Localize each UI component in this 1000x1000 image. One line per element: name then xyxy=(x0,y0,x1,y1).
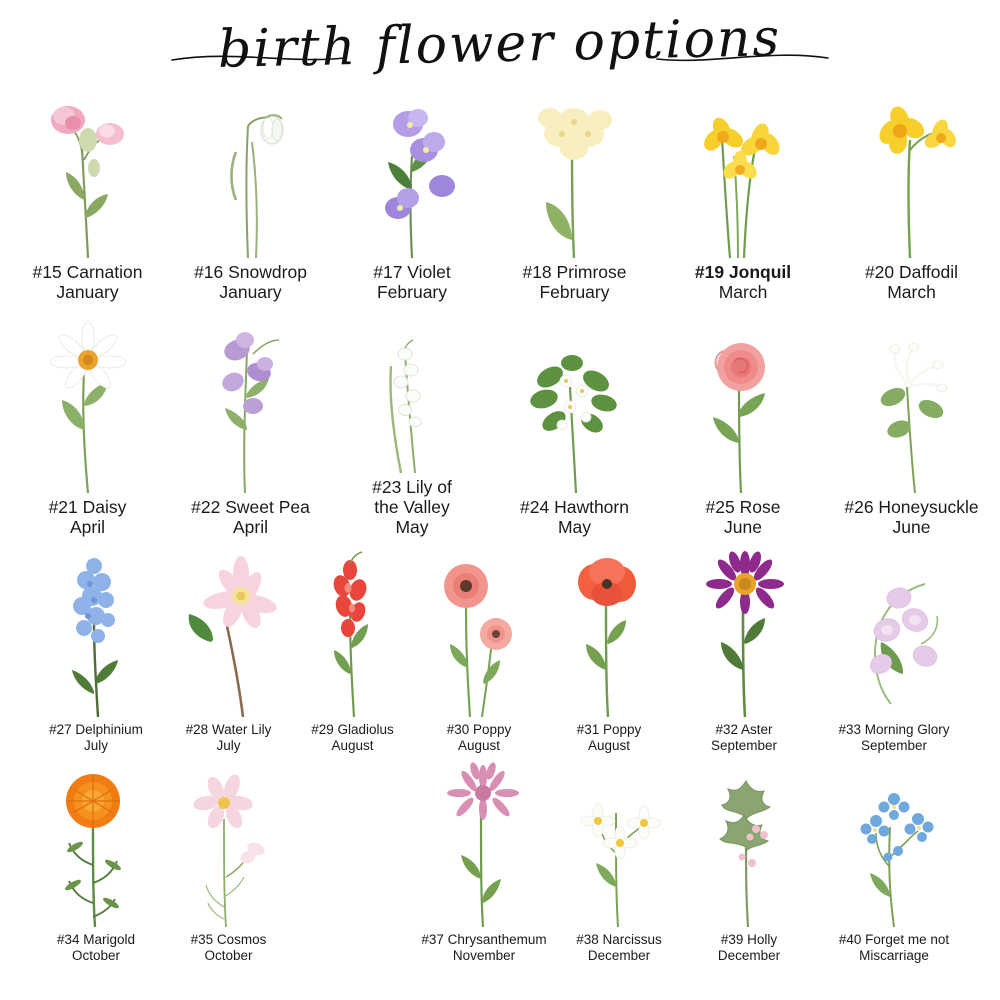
cosmos-icon xyxy=(166,757,291,929)
flower-caption xyxy=(421,932,546,963)
flower-caption xyxy=(865,263,958,303)
flower-row-4 xyxy=(4,753,996,963)
flower-cell-cosmos[interactable] xyxy=(166,757,291,963)
caption-line-2: August xyxy=(457,737,501,753)
caption-line-1: #28 Water Lily xyxy=(185,722,272,738)
caption-line-1: #21 Daisy xyxy=(48,497,127,518)
flower-caption xyxy=(711,722,777,753)
flower-cell-water-lily[interactable] xyxy=(166,544,291,753)
primrose-icon xyxy=(492,90,657,260)
flower-cell-sweet-pea[interactable] xyxy=(169,310,332,538)
caption-line-1: #22 Sweet Pea xyxy=(191,497,310,518)
flower-cell-hawthorn[interactable] xyxy=(492,325,657,538)
caption-line-1: #38 Narcissus xyxy=(576,932,662,948)
caption-line-2: March xyxy=(718,282,768,303)
flower-caption xyxy=(311,722,394,753)
caption-line-3: May xyxy=(395,517,429,538)
flower-row-2 xyxy=(4,303,996,538)
caption-line-1: #35 Cosmos xyxy=(190,932,267,948)
caption-line-2: February xyxy=(376,282,448,303)
flower-caption xyxy=(839,932,949,963)
honeysuckle-icon xyxy=(829,325,994,495)
caption-line-2: April xyxy=(69,517,105,538)
flower-cell-aster[interactable] xyxy=(674,544,814,753)
caption-line-1: #24 Hawthorn xyxy=(520,497,629,518)
caption-line-2: June xyxy=(724,517,762,538)
flower-caption xyxy=(576,932,662,963)
flower-cell-daisy[interactable] xyxy=(6,310,169,538)
caption-line-1: #16 Snowdrop xyxy=(194,262,307,283)
aster-icon xyxy=(674,544,814,719)
caption-line-1: #25 Rose xyxy=(705,497,781,518)
holly-icon xyxy=(684,757,814,929)
daisy-icon xyxy=(6,310,169,495)
flower-caption xyxy=(520,498,629,538)
page-title: birth flower options xyxy=(217,8,783,80)
caption-line-2: September xyxy=(860,737,928,753)
flower-cell-carnation[interactable] xyxy=(6,90,169,303)
flower-caption xyxy=(372,478,452,538)
flower-cell-poppy-pink[interactable] xyxy=(414,544,544,753)
flower-cell-lily-of-the-valley[interactable] xyxy=(332,310,492,538)
chrysanthemum-icon xyxy=(414,757,554,929)
forget-me-not-icon xyxy=(814,757,974,929)
flower-caption xyxy=(194,263,307,303)
flower-cell-rose[interactable] xyxy=(657,325,829,538)
caption-line-2: April xyxy=(232,517,268,538)
caption-line-1: #23 Lily of xyxy=(372,477,452,498)
caption-line-2: June xyxy=(892,517,931,538)
caption-line-2: October xyxy=(71,947,120,963)
caption-line-2: August xyxy=(587,737,631,753)
violet-icon xyxy=(332,90,492,260)
lily-of-the-valley-icon xyxy=(332,310,492,475)
narcissus-icon xyxy=(554,757,684,929)
flower-cell-gladiolus[interactable] xyxy=(291,544,414,753)
flower-cell-poppy-orange[interactable] xyxy=(544,544,674,753)
caption-line-1: #30 Poppy xyxy=(446,722,512,738)
hawthorn-icon xyxy=(492,325,657,495)
flower-caption xyxy=(191,498,310,538)
flower-caption xyxy=(191,932,267,963)
flower-cell-primrose[interactable] xyxy=(492,90,657,303)
caption-line-1: #26 Honeysuckle xyxy=(844,497,979,518)
caption-line-2: November xyxy=(452,947,516,963)
flower-cell-holly[interactable] xyxy=(684,757,814,963)
flower-cell-forget-me-not[interactable] xyxy=(814,757,974,963)
flower-cell-narcissus[interactable] xyxy=(554,757,684,963)
caption-line-1: #20 Daffodil xyxy=(864,262,959,283)
caption-line-2: January xyxy=(56,282,119,303)
caption-line-2: Miscarriage xyxy=(859,947,929,963)
caption-line-1: #19 Jonquil xyxy=(694,262,792,283)
caption-line-2: the Valley xyxy=(374,497,450,518)
flower-caption xyxy=(49,498,127,538)
flower-cell-chrysanthemum[interactable] xyxy=(414,757,554,963)
flower-row-1 xyxy=(4,88,996,303)
caption-line-1: #18 Primrose xyxy=(522,262,627,283)
snowdrop-icon xyxy=(169,90,332,260)
flower-row-3 xyxy=(4,538,996,753)
flower-caption xyxy=(718,932,780,963)
caption-line-2: March xyxy=(887,282,936,303)
jonquil-icon xyxy=(657,90,829,260)
caption-line-1: #40 Forget me not xyxy=(838,932,950,948)
caption-line-2: December xyxy=(587,947,651,963)
caption-line-1: #17 Violet xyxy=(373,262,451,283)
caption-line-2: February xyxy=(539,282,610,303)
gladiolus-icon xyxy=(291,544,414,719)
morning-glory-icon xyxy=(814,544,974,719)
flower-caption xyxy=(838,722,949,753)
caption-line-1: #15 Carnation xyxy=(32,262,143,283)
caption-line-1: #37 Chrysanthemum xyxy=(421,932,547,948)
flower-caption xyxy=(447,722,512,753)
caption-line-1: #39 Holly xyxy=(720,932,778,948)
carnation-icon xyxy=(6,90,169,260)
flower-caption xyxy=(57,932,135,963)
caption-line-2: December xyxy=(717,947,781,963)
caption-line-2: July xyxy=(216,737,241,753)
flower-caption xyxy=(33,263,143,303)
sweet-pea-icon xyxy=(169,310,332,495)
rose-icon xyxy=(657,325,829,495)
caption-line-1: #33 Morning Glory xyxy=(838,722,950,738)
flower-caption xyxy=(186,722,272,753)
caption-line-1: #29 Gladiolus xyxy=(311,722,394,738)
flower-caption xyxy=(49,722,143,753)
caption-line-1: #27 Delphinium xyxy=(49,722,143,738)
flower-cell-violet[interactable] xyxy=(332,90,492,303)
flower-cell-daffodil[interactable] xyxy=(829,90,994,303)
flower-cell-snowdrop[interactable] xyxy=(169,90,332,303)
caption-line-2: October xyxy=(204,947,253,963)
flower-grid xyxy=(0,88,1000,963)
caption-line-2: August xyxy=(331,737,374,753)
caption-line-1: #32 Aster xyxy=(715,722,773,738)
flower-caption xyxy=(373,263,451,303)
caption-line-1: #31 Poppy xyxy=(576,722,642,738)
flower-cell-jonquil[interactable] xyxy=(657,90,829,303)
flower-cell-empty xyxy=(291,960,414,963)
daffodil-icon xyxy=(829,90,994,260)
water-lily-icon xyxy=(166,544,291,719)
flower-caption xyxy=(706,498,781,538)
poppy-orange-icon xyxy=(544,544,674,719)
flower-caption xyxy=(844,498,978,538)
caption-line-1: #34 Marigold xyxy=(56,932,136,948)
flower-cell-marigold[interactable] xyxy=(26,757,166,963)
caption-line-2: September xyxy=(710,737,778,753)
flower-caption xyxy=(577,722,642,753)
poppy-pink-icon xyxy=(414,544,544,719)
delphinium-icon xyxy=(26,544,166,719)
flower-cell-morning-glory[interactable] xyxy=(814,544,974,753)
flower-cell-delphinium[interactable] xyxy=(26,544,166,753)
marigold-icon xyxy=(26,757,166,929)
page-title-area xyxy=(0,0,1000,88)
caption-line-2: May xyxy=(557,517,592,538)
caption-line-2: January xyxy=(219,282,282,303)
flower-caption xyxy=(522,263,626,303)
caption-line-2: July xyxy=(83,737,108,753)
flower-cell-honeysuckle[interactable] xyxy=(829,325,994,538)
flower-caption xyxy=(695,263,791,303)
